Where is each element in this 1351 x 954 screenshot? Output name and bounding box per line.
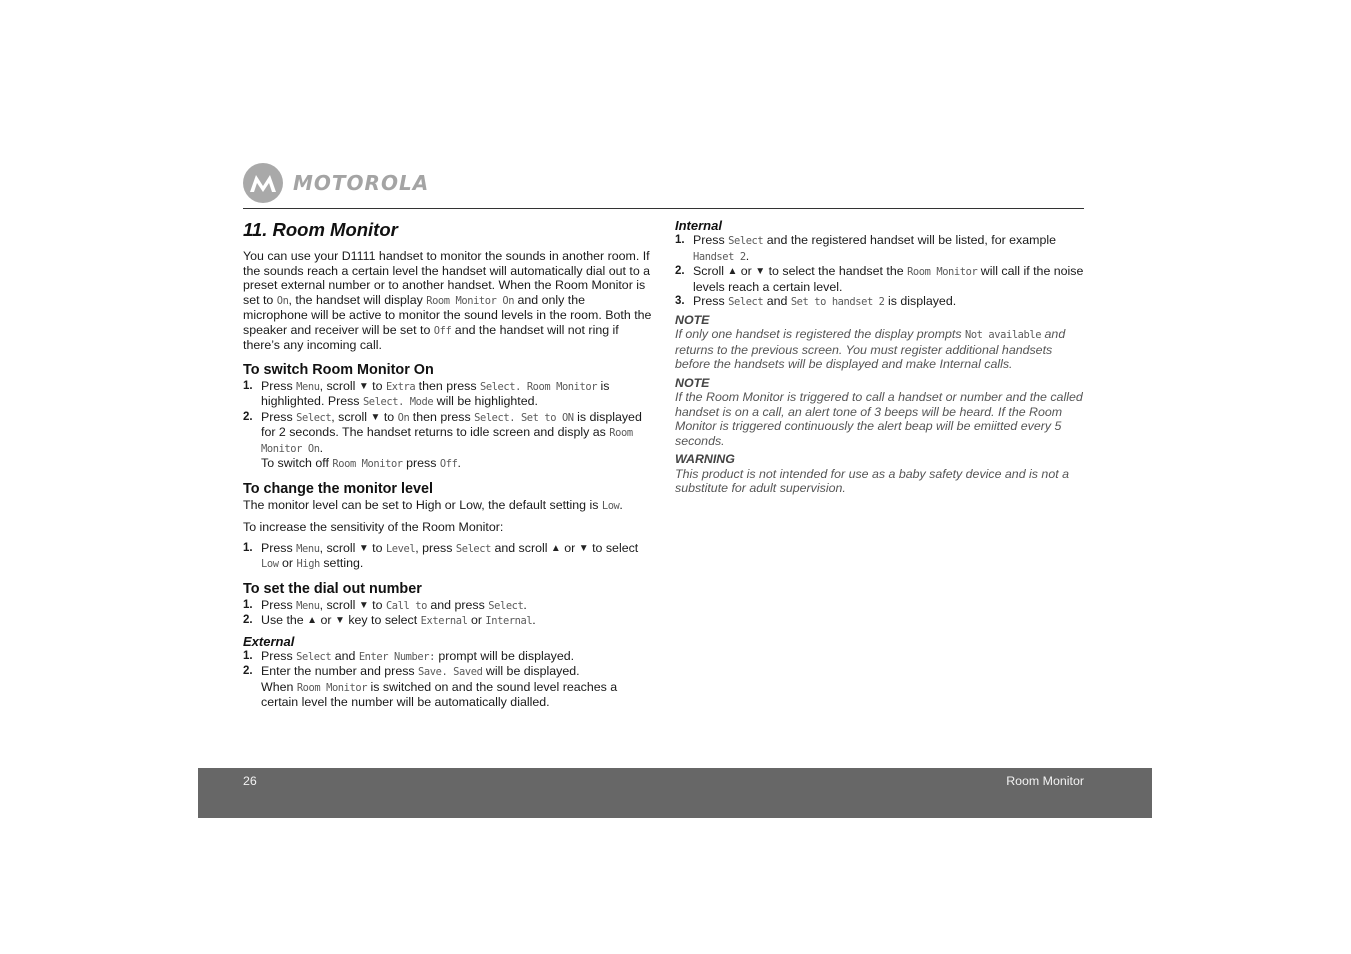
level-paragraph: The monitor level can be set to High or Low, the default setting is Low.	[243, 497, 623, 512]
level-instruction: To increase the sensitivity of the Room Monitor:	[243, 520, 504, 534]
brand-name: MOTOROLA	[293, 171, 430, 195]
note-text: If only one handset is registered the display prompts Not available and returns to the previous screen. You must register additional handsets before the handsets will be displayed and make Internal calls.	[675, 327, 1066, 371]
monitor-level-heading: To change the monitor level	[243, 480, 434, 497]
header-rule	[243, 208, 1084, 209]
warning-heading: WARNING	[675, 452, 735, 466]
switch-on-steps	[243, 379, 653, 472]
external-steps	[243, 649, 653, 710]
step-item: 3. Press Select and Set to handset 2 is displayed.	[675, 294, 957, 308]
step-item: 1. Press Menu, scroll ▼ to Extra then press Select. Room Monitor is highlighted. Press Select. Mode will be highlighted.	[243, 378, 610, 408]
warning-text: This product is not intended for use as a baby safety device and is not a substitute for adult supervision.	[675, 466, 1069, 495]
scroll-down-key-icon: ▼	[358, 542, 369, 554]
step-item: 2. Use the ▲ or ▼ key to select External or Internal.	[243, 613, 536, 627]
scroll-down-key-icon: ▼	[358, 599, 369, 611]
switch-on-heading: To switch Room Monitor On	[243, 361, 434, 378]
note-heading: NOTE	[675, 312, 710, 327]
step-item: 1. Press Select and the registered handset will be listed, for example Handset 2.	[675, 233, 1056, 263]
internal-heading: Internal	[675, 218, 722, 233]
note-heading: NOTE	[675, 375, 710, 390]
step-item: 2. Scroll ▲ or ▼ to select the handset the Room Monitor will call if the noise levels reach a certain level.	[675, 264, 1084, 294]
dial-out-heading: To set the dial out number	[243, 580, 422, 597]
step-item: 1. Press Select and Enter Number: prompt will be displayed.	[243, 648, 575, 663]
page-number: 26	[243, 774, 257, 788]
scroll-up-key-icon: ▲	[307, 615, 318, 626]
internal-steps	[675, 233, 1087, 310]
dial-out-steps	[243, 598, 653, 629]
page-footer	[198, 768, 1152, 818]
section-name: Room Monitor	[1006, 774, 1084, 788]
left-column	[243, 218, 653, 710]
step-item: 2. Enter the number and press Save. Saved will be displayed. When Room Monitor is switched on and the sound level reaches a certain level the number will be automatically dialled.	[243, 664, 618, 709]
step-item: 1. Press Menu, scroll ▼ to Level, press Select and scroll ▲ or ▼ to select Low or High setting.	[243, 540, 639, 570]
note-text: If the Room Monitor is triggered to call a handset or number and the called handset is on a call, an alert tone of 3 beeps will be heard. If the Room Monitor is triggered continuously the alert beap will be emiitted every 5 seconds.	[675, 390, 1083, 448]
intro-paragraph: You can use your D1111 handset to monitor the sounds in another room. If the sounds reach a certain level the handset will automatically dial out to a preset external number or to another handset. When the Room Monitor is set to On, the handset will display Room Monitor On and only the microphone will be active to monitor the sound levels in the room. Both the speaker and receiver will be set to Off and the handset will not ring if there’s any incoming call.	[243, 249, 652, 352]
page-title: 11. Room Monitor	[243, 219, 398, 240]
right-column	[675, 218, 1087, 496]
scroll-up-key-icon: ▲	[550, 542, 561, 554]
external-heading: External	[243, 633, 295, 649]
scroll-down-key-icon: ▼	[334, 615, 345, 626]
scroll-up-key-icon: ▲	[727, 266, 738, 277]
level-steps	[243, 541, 653, 572]
scroll-down-key-icon: ▼	[358, 380, 369, 392]
scroll-down-key-icon: ▼	[755, 266, 766, 277]
motorola-batwing-logo-icon	[243, 163, 283, 203]
step-item: 1. Press Menu, scroll ▼ to Call to and press Select.	[243, 597, 527, 612]
scroll-down-key-icon: ▼	[578, 542, 589, 554]
motorola-logo	[243, 162, 455, 204]
scroll-down-key-icon: ▼	[370, 411, 381, 423]
step-item: 2. Press Select, scroll ▼ to On then press Select. Set to ON is displayed for 2 seconds. The handset returns to idle screen and disply as Room Monitor On. To switch off Room Monitor press Off.	[243, 409, 642, 470]
